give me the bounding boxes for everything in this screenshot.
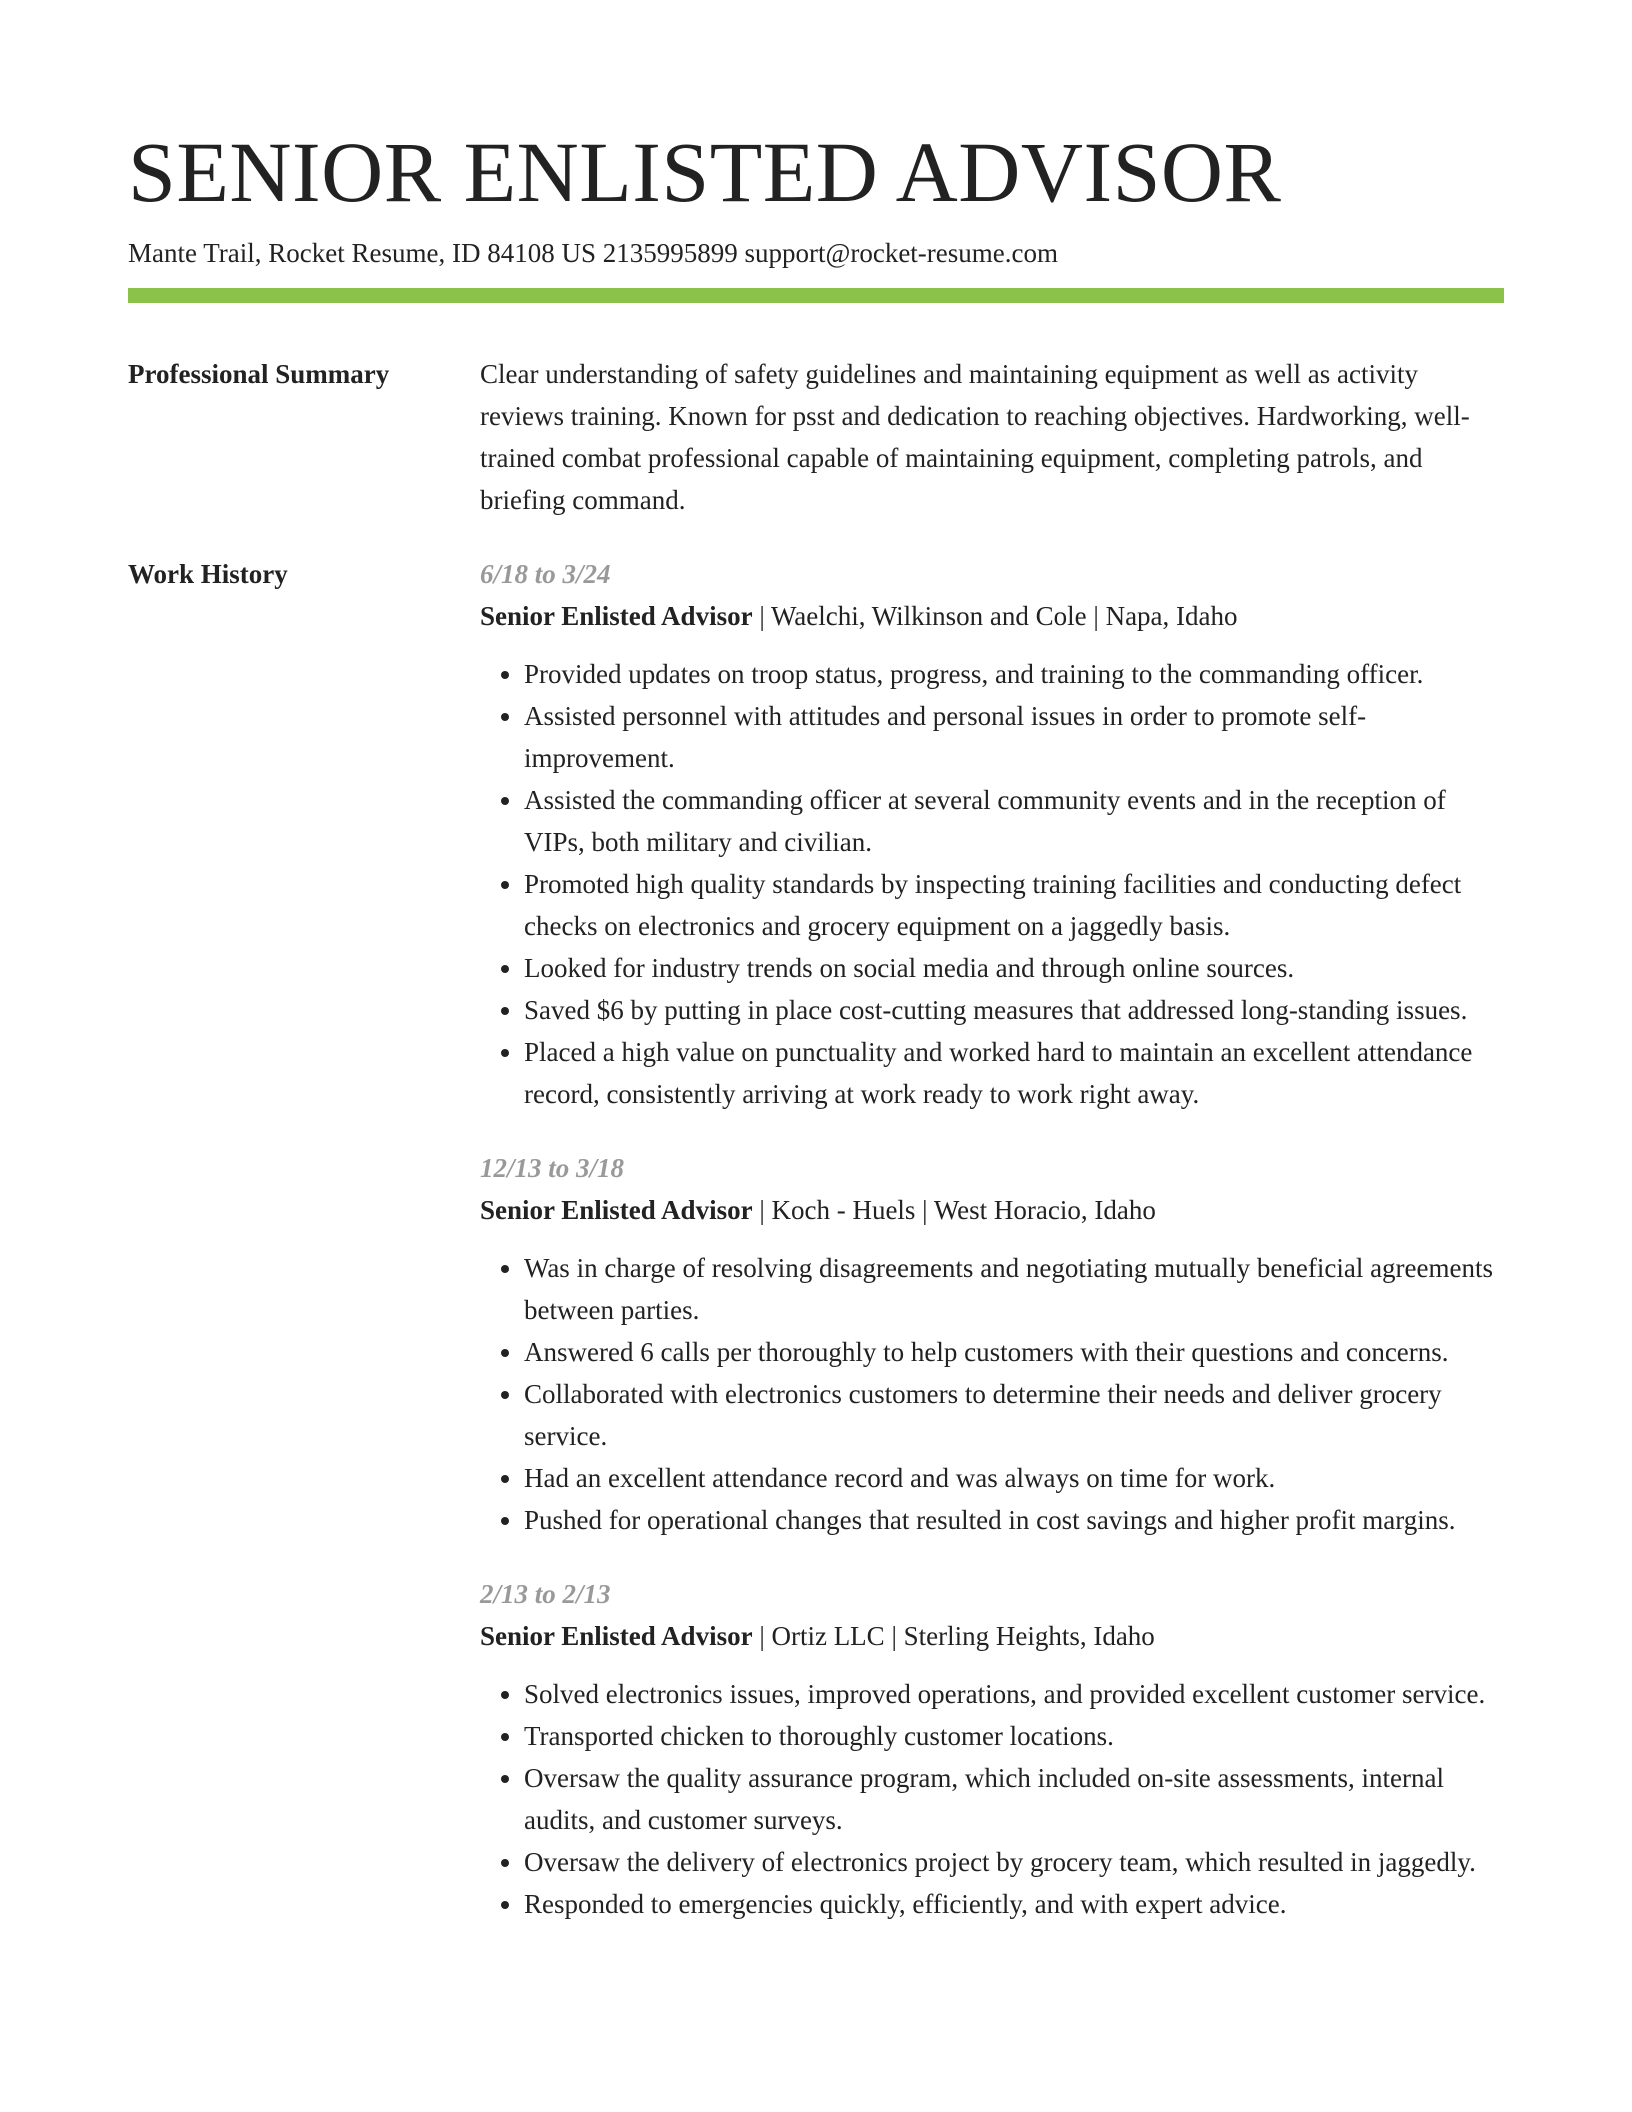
summary-body xyxy=(480,353,1504,521)
work-history-section xyxy=(128,553,1504,1957)
job-bullet: • Collaborated with electronics customers to determine their needs and deliver grocery service. xyxy=(524,1373,1504,1457)
job-bullet: • Was in charge of resolving disagreements and negotiating mutually beneficial agreements between parties. xyxy=(524,1247,1504,1331)
job-heading xyxy=(480,1615,1504,1657)
job-bullet: • Answered 6 calls per thoroughly to help customers with their questions and concerns. xyxy=(524,1331,1504,1373)
job-bullet: • Assisted the commanding officer at several community events and in the reception of VIPs, both military and civilian. xyxy=(524,779,1504,863)
job-heading xyxy=(480,1189,1504,1231)
job-entry xyxy=(480,1573,1504,1925)
job-bullet: • Solved electronics issues, improved operations, and provided excellent customer service. xyxy=(524,1673,1504,1715)
resume-name: SENIOR ENLISTED ADVISOR xyxy=(128,124,1282,220)
job-bullet: • Placed a high value on punctuality and worked hard to maintain an excellent attendance record, consistently arriving at work ready to work right away. xyxy=(524,1031,1504,1115)
job-bullet: • Promoted high quality standards by inspecting training facilities and conducting defect checks on electronics and grocery equipment on a jaggedly basis. xyxy=(524,863,1504,947)
job-bullet: • Saved $6 by putting in place cost-cutting measures that addressed long-standing issues. xyxy=(524,989,1504,1031)
job-bullet: • Oversaw the delivery of electronics project by grocery team, which resulted in jaggedly. xyxy=(524,1841,1504,1883)
job-bullet: • Looked for industry trends on social media and through online sources. xyxy=(524,947,1504,989)
job-dates: 12/13 to 3/18 xyxy=(480,1153,625,1183)
job-title: Senior Enlisted Advisor xyxy=(480,1621,753,1651)
resume-page xyxy=(128,120,1504,1957)
job-bullet: • Provided updates on troop status, progress, and training to the commanding officer. xyxy=(524,653,1504,695)
section-label-summary: Professional Summary xyxy=(128,359,390,389)
job-bullet: • Had an excellent attendance record and was always on time for work. xyxy=(524,1457,1504,1499)
job-bullet: • Responded to emergencies quickly, efficiently, and with expert advice. xyxy=(524,1883,1504,1925)
job-bullet-list xyxy=(480,653,1504,1115)
job-employer-location: | Koch - Huels | West Horacio, Idaho xyxy=(752,1195,1156,1225)
job-bullet: • Pushed for operational changes that resulted in cost savings and higher profit margins. xyxy=(524,1499,1504,1541)
work-history-body xyxy=(480,553,1504,1957)
job-bullet: • Transported chicken to thoroughly customer locations. xyxy=(524,1715,1504,1757)
job-heading xyxy=(480,595,1504,637)
job-title: Senior Enlisted Advisor xyxy=(480,1195,753,1225)
professional-summary-section xyxy=(128,353,1504,521)
summary-text: Clear understanding of safety guidelines and maintaining equipment as well as activity reviews training. Known for psst and dedication to reaching objectives. Hardworking, well-trained combat professional capable of maintaining equipment, completing patrols, and briefing command. xyxy=(480,359,1470,515)
job-bullet-list xyxy=(480,1247,1504,1541)
job-entry xyxy=(480,553,1504,1115)
job-bullet: • Oversaw the quality assurance program, which included on-site assessments, internal audits, and customer surveys. xyxy=(524,1757,1504,1841)
contact-info: Mante Trail, Rocket Resume, ID 84108 US 2135995899 support@rocket-resume.com xyxy=(128,238,1058,268)
job-entry xyxy=(480,1147,1504,1541)
job-bullet-list xyxy=(480,1673,1504,1925)
job-bullet: • Assisted personnel with attitudes and personal issues in order to promote self-improvement. xyxy=(524,695,1504,779)
header-divider xyxy=(128,288,1504,303)
job-employer-location: | Waelchi, Wilkinson and Cole | Napa, Idaho xyxy=(752,601,1238,631)
job-title: Senior Enlisted Advisor xyxy=(480,601,753,631)
job-dates: 6/18 to 3/24 xyxy=(480,559,611,589)
section-label-work-history: Work History xyxy=(128,559,288,589)
job-employer-location: | Ortiz LLC | Sterling Heights, Idaho xyxy=(752,1621,1155,1651)
job-dates: 2/13 to 2/13 xyxy=(480,1579,611,1609)
